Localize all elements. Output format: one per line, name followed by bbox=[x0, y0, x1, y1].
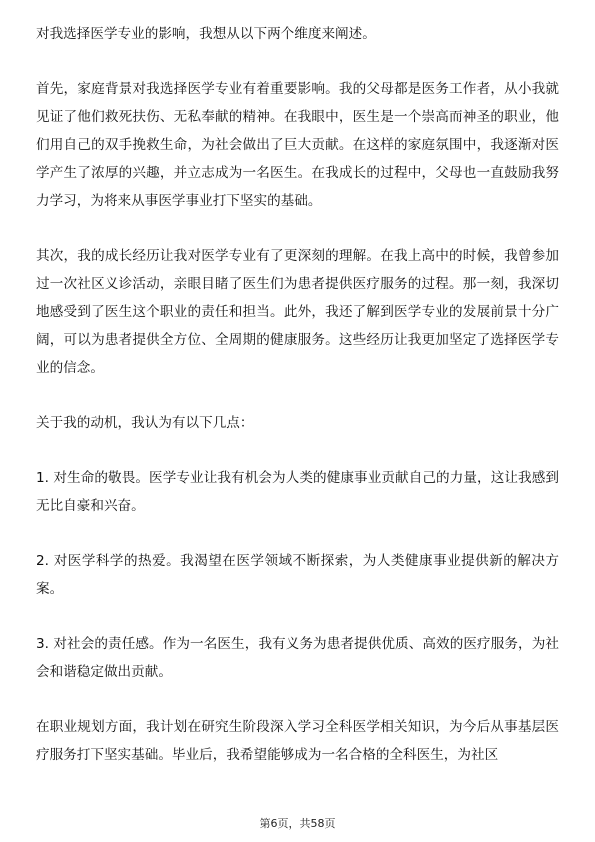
paragraph-growth-experience: 其次，我的成长经历让我对医学专业有了更深刻的理解。在我上高中的时候，我曾参加过一次社区义诊活动，亲眼目睹了医生们为患者提供医疗服务的过程。那一刻，我深切地感受到了医生这个职业的责任和担当。此外，我还了解到医学专业的发展前景十分广阔，可以为患者提供全方位、全周期的健康服务。这些经历让我更加坚定了选择医学专业的信念。 bbox=[36, 248, 559, 376]
paragraph-motivation-intro: 关于我的动机，我认为有以下几点： bbox=[36, 415, 254, 431]
page-number: 第6页，共58页 bbox=[259, 817, 336, 830]
list-item-motivation-3: 3. 对社会的责任感。作为一名医生，我有义务为患者提供优质、高效的医疗服务，为社会和谐稳定做出贡献。 bbox=[36, 636, 559, 680]
paragraph-intro: 对我选择医学专业的影响，我想从以下两个维度来阐述。 bbox=[36, 26, 376, 42]
document-body bbox=[36, 20, 559, 769]
paragraph-family-background: 首先，家庭背景对我选择医学专业有着重要影响。我的父母都是医务工作者，从小我就见证了他们救死扶伤、无私奉献的精神。在我眼中，医生是一个崇高而神圣的职业，他们用自己的双手挽救生命，为社会做出了巨大贡献。在这样的家庭氛围中，我逐渐对医学产生了浓厚的兴趣，并立志成为一名医生。在我成长的过程中，父母也一直鼓励我努力学习，为将来从事医学事业打下坚实的基础。 bbox=[36, 81, 559, 209]
list-item-motivation-1: 1. 对生命的敬畏。医学专业让我有机会为人类的健康事业贡献自己的力量，这让我感到无比自豪和兴奋。 bbox=[36, 470, 559, 514]
paragraph-career-plan: 在职业规划方面，我计划在研究生阶段深入学习全科医学相关知识，为今后从事基层医疗服务打下坚实基础。毕业后，我希望能够成为一名合格的全科医生，为社区 bbox=[36, 719, 559, 763]
list-item-motivation-2: 2. 对医学科学的热爱。我渴望在医学领域不断探索，为人类健康事业提供新的解决方案。 bbox=[36, 553, 559, 597]
